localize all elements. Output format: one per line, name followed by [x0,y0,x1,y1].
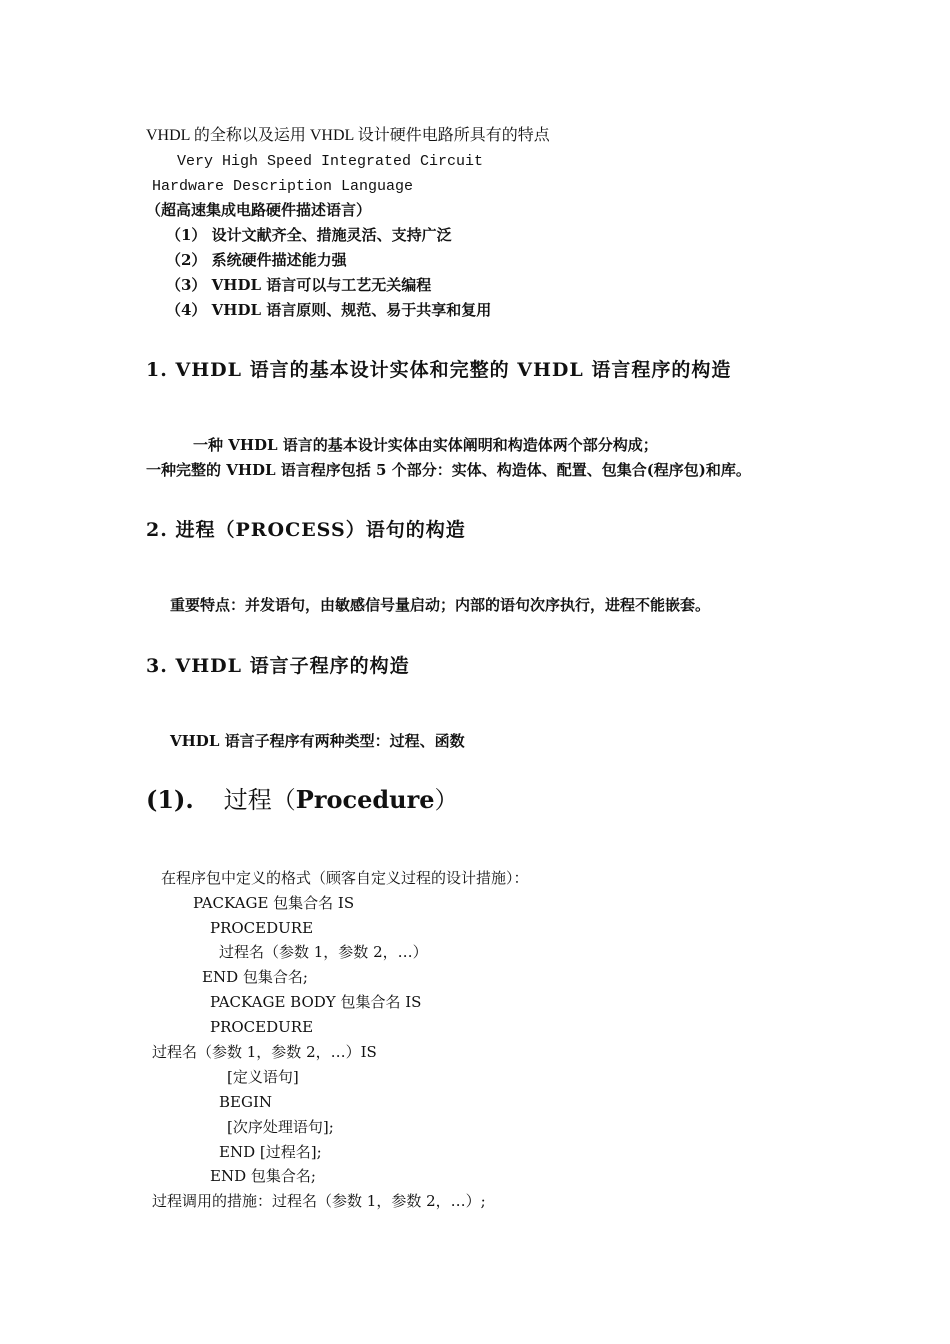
section-2-text: 重要特点：并发语句，由敏感信号量启动；内部的语句次序执行，进程不能嵌套。 [170,596,711,614]
code-line: PROCEDURE [210,1018,314,1036]
code-line: END [过程名]; [219,1143,322,1161]
fullname-line-1: Very High Speed Integrated Circuit [177,153,484,170]
subsection-title-en: Procedure [295,785,435,814]
intro-title: VHDL 的全称以及运用 VHDL 设计硬件电路所具有的特点 [146,127,550,144]
feature-item: （2） 系统硬件描述能力强 [166,251,347,269]
subsection-heading [146,785,459,814]
code-line: [次序处理语句]; [227,1118,334,1136]
section-2-heading: 2. 进程（PROCESS）语句的构造 [146,519,466,541]
code-line: END 包集合名; [210,1167,316,1185]
code-line: END 包集合名; [202,968,308,986]
code-line: [定义语句] [227,1068,299,1086]
subsection-title-end: ） [434,786,459,814]
feature-item: （1） 设计文献齐全、措施灵活、支持广泛 [166,226,452,244]
section-1-heading: 1. VHDL 语言的基本设计实体和完整的 VHDL 语言程序的构造 [146,359,732,381]
code-line: 过程调用的措施：过程名（参数 1，参数 2，…）; [152,1192,486,1210]
section-1-text-1: 一种 VHDL 语言的基本设计实体由实体阐明和构造体两个部分构成； [193,436,658,454]
section-1-text-2: 一种完整的 VHDL 语言程序包括 5 个部分：实体、构造体、配置、包集合(程序包)和库。 [146,461,751,479]
code-line: PACKAGE BODY 包集合名 IS [210,993,422,1011]
subsection-title-cn: 过程（ [223,786,296,814]
fullname-line-2: Hardware Description Language [152,178,414,195]
chinese-name: （超高速集成电路硬件描述语言） [146,201,372,219]
section-3-heading: 3. VHDL 语言子程序的构造 [146,655,410,677]
code-line: PROCEDURE [210,919,314,937]
section-3-text: VHDL 语言子程序有两种类型：过程、函数 [170,732,465,750]
subsection-number: (1). [146,785,194,814]
code-line: 过程名（参数 1，参数 2，…） [219,943,428,961]
code-intro: 在程序包中定义的格式（顾客自定义过程的设计措施）： [161,869,529,887]
code-line: PACKAGE 包集合名 IS [193,894,355,912]
feature-item: （4） VHDL 语言原则、规范、易于共享和复用 [166,301,492,319]
feature-item: （3） VHDL 语言可以与工艺无关编程 [166,276,432,294]
code-line: 过程名（参数 1，参数 2，…）IS [152,1043,377,1061]
code-line: BEGIN [219,1093,273,1111]
